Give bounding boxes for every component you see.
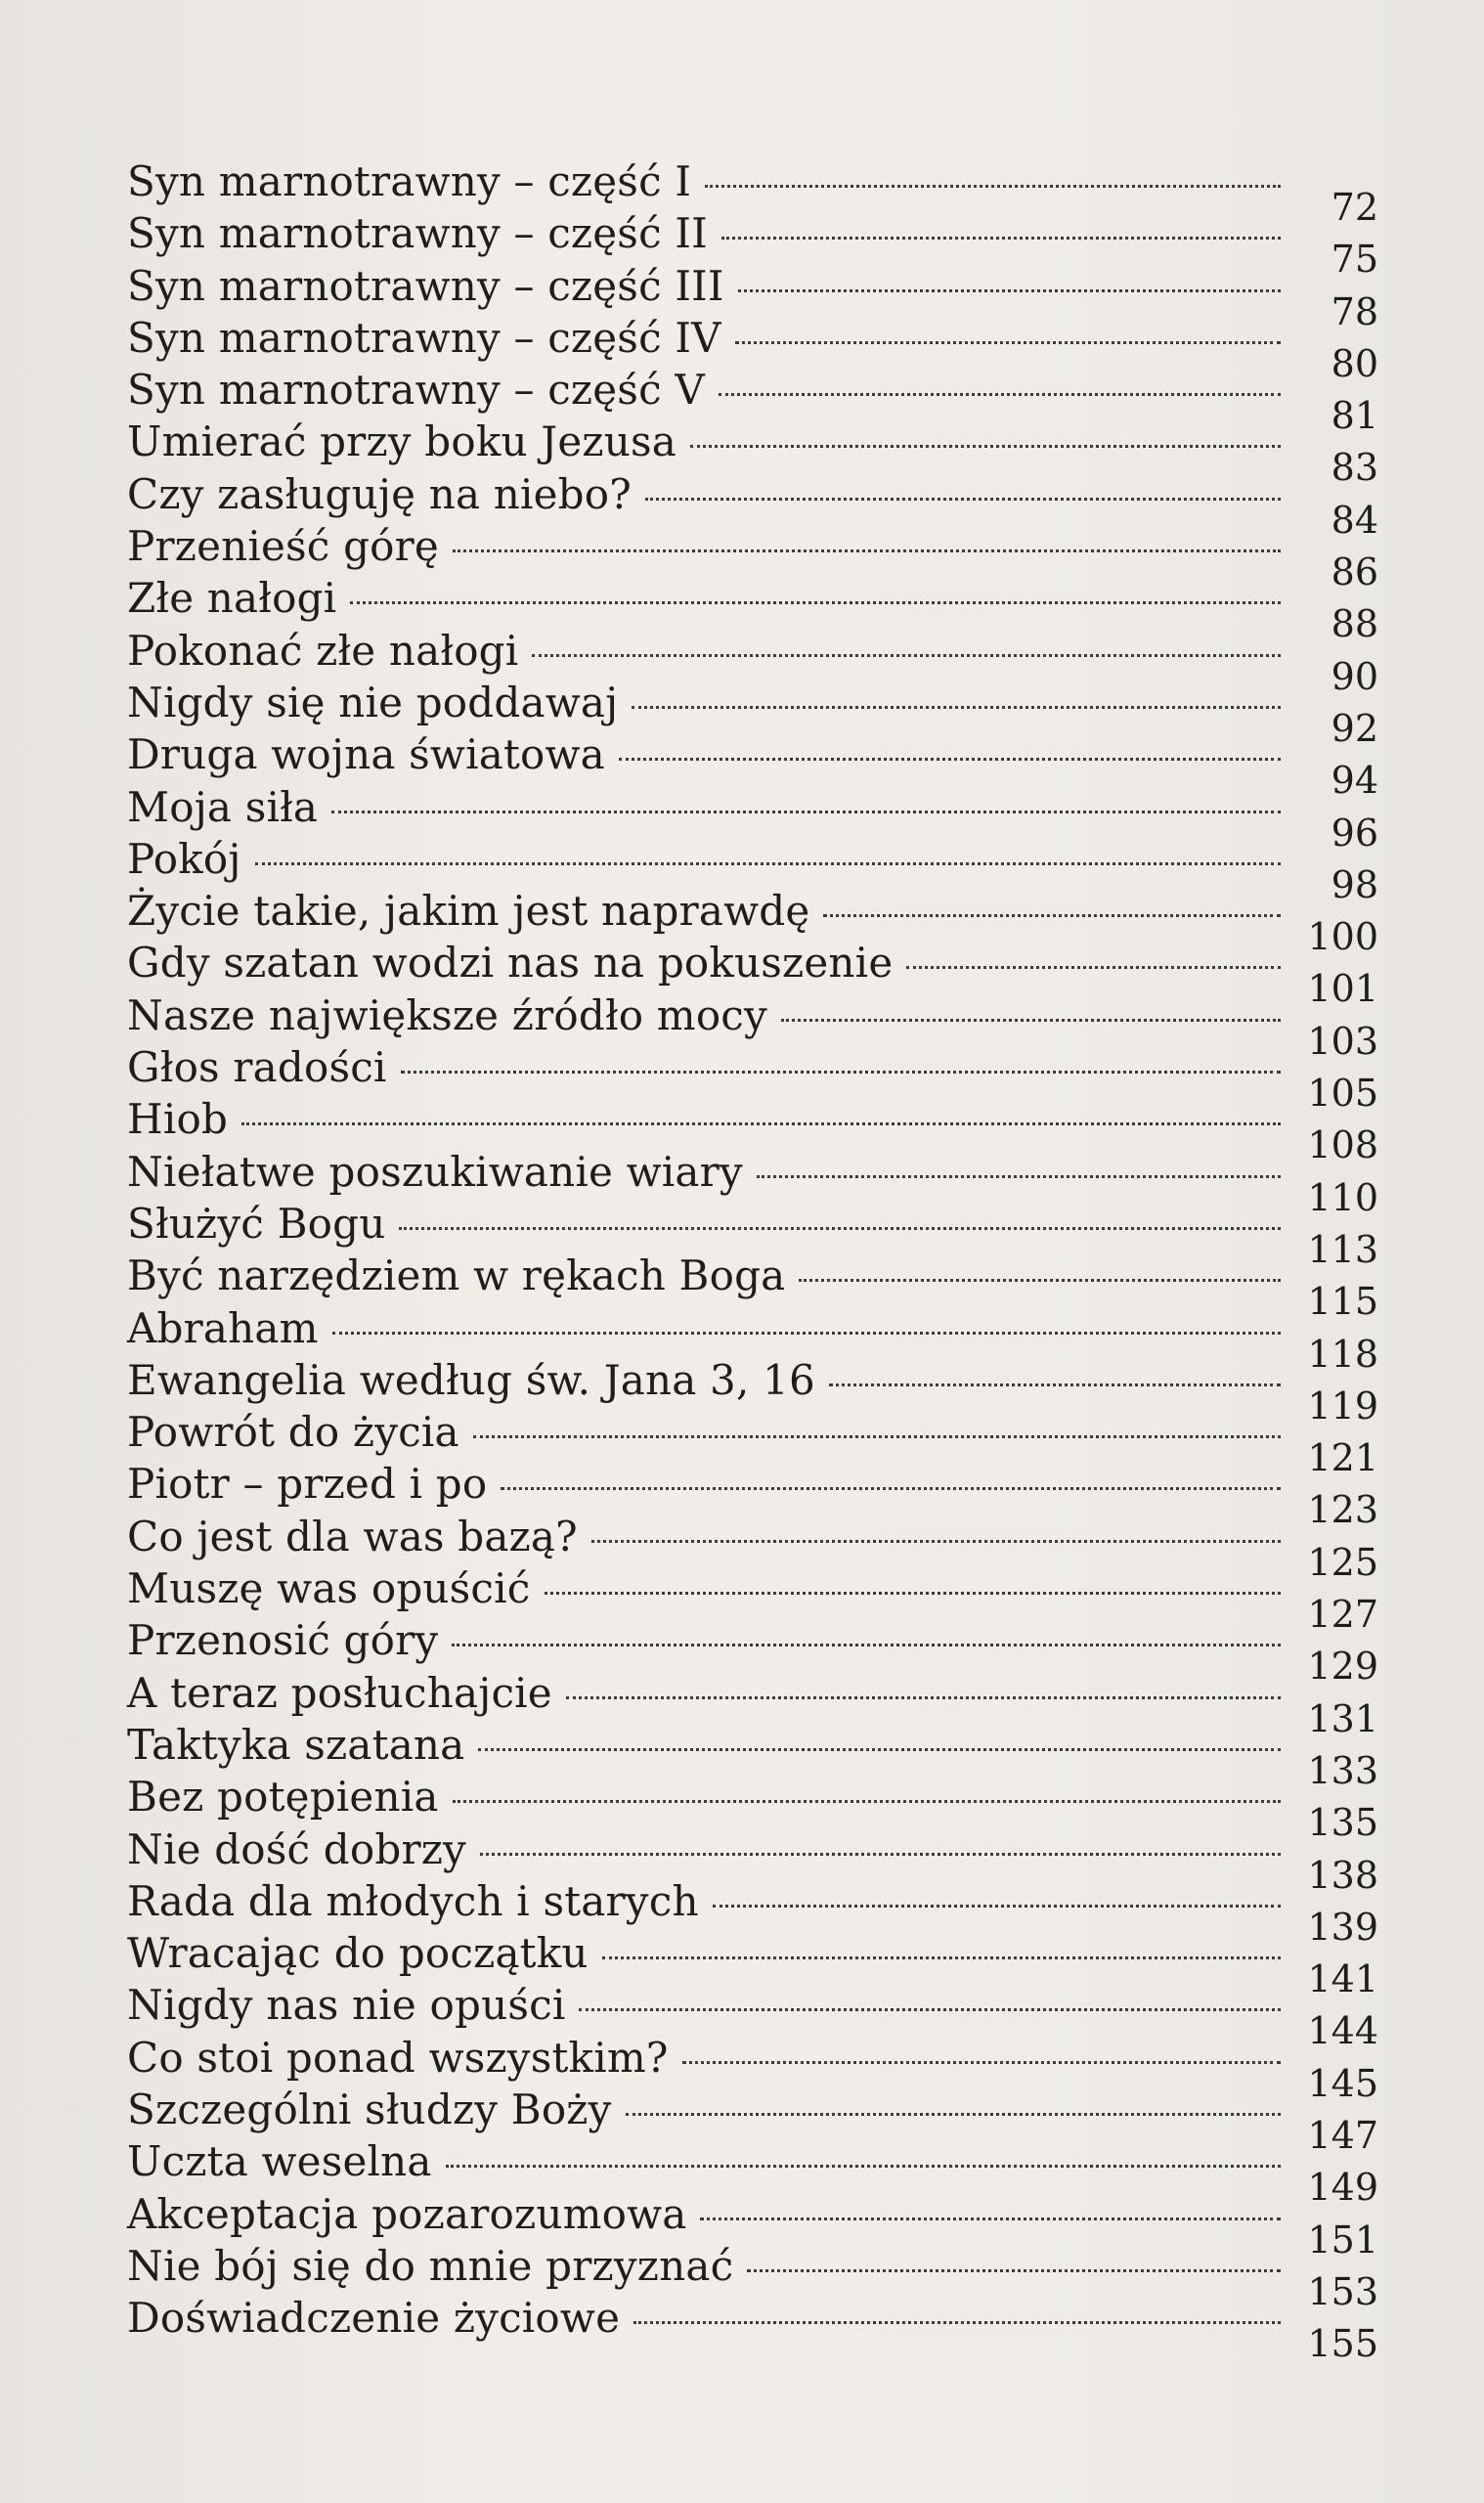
toc-entry-title: Syn marnotrawny – część II [127, 209, 708, 258]
toc-entry-page-number: 94 [1331, 759, 1378, 803]
dot-leader [446, 2165, 1281, 2168]
toc-entry-line [127, 1199, 1281, 1251]
dot-leader [241, 1122, 1281, 1125]
toc-entry-page-number: 118 [1307, 1332, 1378, 1376]
dot-leader [331, 811, 1281, 813]
toc-entry-page-number: 92 [1331, 706, 1378, 750]
toc-entry [127, 1720, 1378, 1792]
dot-leader [705, 185, 1281, 188]
toc-entry-line [127, 1772, 1281, 1823]
toc-entry [127, 313, 1378, 385]
toc-entry [127, 1980, 1378, 2053]
toc-entry-line [127, 1042, 1281, 1094]
toc-entry-line [127, 1355, 1281, 1407]
dot-leader [480, 1853, 1281, 1856]
toc-entry-line [127, 156, 1281, 208]
toc-entry-title: Uczta weselna [127, 2137, 432, 2186]
toc-entry [127, 1928, 1378, 2001]
toc-entry-page-number: 78 [1331, 289, 1378, 333]
toc-entry [127, 2241, 1378, 2313]
toc-entry-line [127, 2033, 1281, 2085]
toc-entry-line [127, 521, 1281, 573]
dot-leader [478, 1748, 1281, 1751]
toc-entry [127, 1094, 1378, 1167]
toc-entry [127, 1199, 1378, 1271]
toc-entry-line [127, 1407, 1281, 1459]
toc-entry [127, 2085, 1378, 2157]
dot-leader [823, 914, 1281, 917]
toc-entry-page-number: 105 [1307, 1072, 1378, 1116]
toc-entry [127, 1615, 1378, 1689]
dot-leader [632, 706, 1281, 709]
toc-entry-title: Co stoi ponad wszystkim? [127, 2033, 669, 2082]
toc-entry-title: Czy zasługuję na niebo? [127, 469, 632, 518]
toc-entry-line [127, 2085, 1281, 2136]
dot-leader [350, 601, 1281, 604]
toc-entry [127, 834, 1378, 906]
toc-entry-page-number: 155 [1307, 2322, 1378, 2366]
dot-leader [757, 1175, 1281, 1178]
toc-entry [127, 782, 1378, 855]
dot-leader [602, 1956, 1281, 1959]
toc-entry-page-number: 113 [1307, 1227, 1378, 1271]
toc-entry [127, 1668, 1378, 1740]
toc-entry [127, 1355, 1378, 1427]
toc-entry-title: Syn marnotrawny – część V [127, 366, 705, 415]
toc-entry-line [127, 1824, 1281, 1876]
dot-leader [633, 2321, 1281, 2324]
toc-entry-page-number: 84 [1331, 498, 1378, 542]
dot-leader [401, 1071, 1281, 1074]
toc-entry-line [127, 573, 1281, 625]
table-of-contents [127, 156, 1378, 2366]
toc-entry-line [127, 626, 1281, 678]
toc-entry-line [127, 417, 1281, 468]
dot-leader [452, 1644, 1281, 1647]
toc-entry-line [127, 729, 1281, 781]
toc-entry [127, 1563, 1378, 1637]
toc-entry-line [127, 938, 1281, 989]
toc-entry [127, 208, 1378, 282]
toc-entry-title: Syn marnotrawny – część III [127, 261, 724, 310]
dot-leader [532, 654, 1281, 657]
toc-entry-title: Taktyka szatana [127, 1720, 465, 1769]
toc-entry-page-number: 72 [1331, 186, 1378, 229]
toc-entry-line [127, 1459, 1281, 1511]
dot-leader [682, 2061, 1281, 2064]
toc-entry-line [127, 1876, 1281, 1928]
toc-entry-title: Muszę was opuścić [127, 1564, 531, 1613]
toc-entry-title: Życie takie, jakim jest naprawdę [127, 887, 810, 936]
toc-entry-title: Nigdy nas nie opuści [127, 1981, 566, 2030]
dot-leader [453, 1800, 1281, 1803]
dot-leader [566, 1696, 1281, 1699]
toc-entry [127, 729, 1378, 803]
toc-entry [127, 1824, 1378, 1897]
dot-leader [799, 1279, 1281, 1282]
toc-entry-page-number: 144 [1307, 2009, 1378, 2053]
dot-leader [721, 237, 1281, 240]
toc-entry [127, 2136, 1378, 2210]
dot-leader [738, 289, 1281, 292]
toc-entry-line [127, 1303, 1281, 1355]
toc-entry [127, 365, 1378, 438]
toc-entry [127, 626, 1378, 698]
toc-entry [127, 469, 1378, 542]
toc-entry [127, 886, 1378, 959]
toc-entry-line [127, 2293, 1281, 2345]
dot-leader [829, 1383, 1281, 1386]
dot-leader [735, 341, 1281, 344]
toc-entry-page-number: 75 [1331, 238, 1378, 282]
dot-leader [719, 393, 1281, 396]
toc-entry-line [127, 1563, 1281, 1615]
toc-entry-line [127, 834, 1281, 886]
toc-entry [127, 990, 1378, 1063]
dot-leader [906, 966, 1281, 969]
toc-entry-title: A teraz posłuchajcie [127, 1668, 552, 1717]
toc-entry [127, 1251, 1378, 1324]
toc-entry-page-number: 83 [1331, 446, 1378, 490]
dot-leader [453, 549, 1281, 552]
toc-entry-title: Przenosić góry [127, 1616, 439, 1665]
toc-entry-page-number: 86 [1331, 550, 1378, 594]
toc-entry-page-number: 147 [1307, 2113, 1378, 2157]
toc-entry-line [127, 313, 1281, 365]
toc-entry-line [127, 2241, 1281, 2293]
toc-entry-line [127, 469, 1281, 521]
toc-entry-line [127, 2189, 1281, 2241]
toc-entry-title: Nigdy się nie poddawaj [127, 678, 619, 726]
toc-entry-line [127, 261, 1281, 313]
toc-entry-line [127, 990, 1281, 1042]
toc-entry-title: Złe nałogi [127, 574, 337, 623]
toc-entry-title: Moja siła [127, 782, 319, 831]
toc-entry [127, 1876, 1378, 1949]
toc-entry-title: Szczególni słudzy Boży [127, 2085, 612, 2133]
toc-entry [127, 2033, 1378, 2105]
dot-leader [545, 1592, 1282, 1595]
toc-entry [127, 1303, 1378, 1376]
toc-entry-line [127, 678, 1281, 729]
toc-entry-title: Powrót do życia [127, 1408, 459, 1457]
dot-leader [579, 2008, 1281, 2011]
toc-entry-title: Nasze największe źródło mocy [127, 990, 767, 1039]
dot-leader [626, 2113, 1281, 2116]
toc-entry-line [127, 1512, 1281, 1563]
dot-leader [332, 1332, 1281, 1335]
dot-leader [255, 862, 1281, 865]
toc-entry-title: Głos radości [127, 1043, 387, 1092]
dot-leader [591, 1540, 1281, 1543]
toc-entry-page-number: 141 [1307, 1957, 1378, 2001]
toc-entry-line [127, 1251, 1281, 1302]
toc-entry-page-number: 96 [1331, 811, 1378, 855]
toc-entry-line [127, 365, 1281, 417]
toc-entry-title: Co jest dla was bazą? [127, 1512, 578, 1560]
toc-entry-line [127, 208, 1281, 260]
toc-entry [127, 573, 1378, 646]
dot-leader [690, 445, 1281, 448]
toc-entry-line [127, 1615, 1281, 1667]
toc-entry-title: Nie dość dobrzy [127, 1824, 466, 1873]
toc-entry [127, 156, 1378, 229]
toc-entry-title: Gdy szatan wodzi nas na pokuszenie [127, 939, 894, 988]
toc-entry [127, 417, 1378, 490]
toc-entry-title: Bez potępienia [127, 1773, 439, 1822]
toc-entry-title: Rada dla młodych i starych [127, 1876, 699, 1925]
toc-entry-title: Druga wojna światowa [127, 730, 605, 779]
toc-entry-page-number: 131 [1307, 1696, 1378, 1740]
toc-entry-line [127, 1668, 1281, 1720]
toc-entry-page-number: 108 [1307, 1123, 1378, 1167]
toc-entry-title: Być narzędziem w rękach Boga [127, 1252, 786, 1300]
toc-entry-line [127, 1147, 1281, 1199]
toc-entry [127, 1147, 1378, 1219]
toc-entry-title: Służyć Bogu [127, 1199, 386, 1248]
toc-entry-page-number: 139 [1307, 1905, 1378, 1949]
toc-entry-title: Syn marnotrawny – część I [127, 157, 692, 205]
toc-entry-page-number: 149 [1307, 2166, 1378, 2210]
dot-leader [700, 2218, 1281, 2220]
toc-entry-title: Pokój [127, 834, 241, 883]
toc-entry-page-number: 123 [1307, 1488, 1378, 1532]
toc-entry-title: Akceptacja pozarozumowa [127, 2189, 687, 2238]
toc-entry-page-number: 100 [1307, 915, 1378, 959]
toc-entry-page-number: 151 [1307, 2218, 1378, 2261]
toc-entry [127, 1407, 1378, 1480]
toc-entry-page-number: 103 [1307, 1019, 1378, 1063]
toc-entry [127, 521, 1378, 594]
toc-entry-page-number: 90 [1331, 654, 1378, 698]
toc-entry-page-number: 121 [1307, 1436, 1378, 1480]
dot-leader [473, 1435, 1281, 1438]
toc-entry-page-number: 81 [1331, 394, 1378, 438]
toc-entry-title: Ewangelia według św. Jana 3, 16 [127, 1355, 815, 1404]
toc-entry-page-number: 110 [1307, 1175, 1378, 1219]
toc-entry-title: Przenieść górę [127, 522, 439, 571]
toc-entry-page-number: 129 [1307, 1645, 1378, 1689]
toc-entry-title: Piotr – przed i po [127, 1460, 488, 1509]
toc-entry [127, 1459, 1378, 1532]
toc-entry-title: Syn marnotrawny – część IV [127, 313, 721, 362]
dot-leader [399, 1227, 1281, 1230]
toc-entry [127, 2293, 1378, 2366]
toc-entry-line [127, 782, 1281, 834]
toc-entry-line [127, 1980, 1281, 2032]
toc-entry-page-number: 88 [1331, 602, 1378, 646]
dot-leader [713, 1905, 1281, 1908]
toc-entry-title: Wracając do początku [127, 1929, 589, 1978]
toc-entry-title: Hiob [127, 1095, 229, 1144]
toc-entry [127, 1512, 1378, 1584]
toc-entry-title: Nie bój się do mnie przyznać [127, 2241, 734, 2290]
toc-entry-page-number: 153 [1307, 2269, 1378, 2313]
toc-entry-title: Pokonać złe nałogi [127, 626, 519, 675]
dot-leader [501, 1487, 1281, 1490]
toc-entry [127, 678, 1378, 750]
toc-entry-line [127, 1094, 1281, 1146]
dot-leader [645, 498, 1281, 501]
toc-entry-page-number: 98 [1331, 862, 1378, 906]
toc-entry [127, 938, 1378, 1011]
toc-entry-page-number: 80 [1331, 341, 1378, 385]
dot-leader [619, 758, 1281, 761]
toc-entry-line [127, 1720, 1281, 1772]
toc-entry-page-number: 138 [1307, 1853, 1378, 1897]
toc-entry-page-number: 101 [1307, 967, 1378, 1011]
toc-entry-line [127, 2136, 1281, 2188]
toc-entry-title: Abraham [127, 1303, 319, 1352]
toc-entry-page-number: 119 [1307, 1383, 1378, 1427]
dot-leader [781, 1019, 1281, 1022]
toc-entry-line [127, 886, 1281, 938]
toc-entry [127, 261, 1378, 333]
toc-entry-page-number: 125 [1307, 1540, 1378, 1584]
toc-entry-line [127, 1928, 1281, 1980]
toc-entry-title: Umierać przy boku Jezusa [127, 417, 677, 466]
toc-entry-page-number: 115 [1307, 1280, 1378, 1324]
toc-entry [127, 1772, 1378, 1845]
toc-entry-title: Doświadczenie życiowe [127, 2294, 621, 2343]
toc-entry-page-number: 133 [1307, 1748, 1378, 1792]
dot-leader [747, 2269, 1281, 2272]
toc-entry [127, 1042, 1378, 1116]
toc-entry [127, 2189, 1378, 2261]
toc-entry-page-number: 145 [1307, 2061, 1378, 2105]
toc-entry-page-number: 135 [1307, 1801, 1378, 1845]
toc-entry-page-number: 127 [1307, 1593, 1378, 1637]
toc-entry-title: Niełatwe poszukiwanie wiary [127, 1147, 743, 1196]
